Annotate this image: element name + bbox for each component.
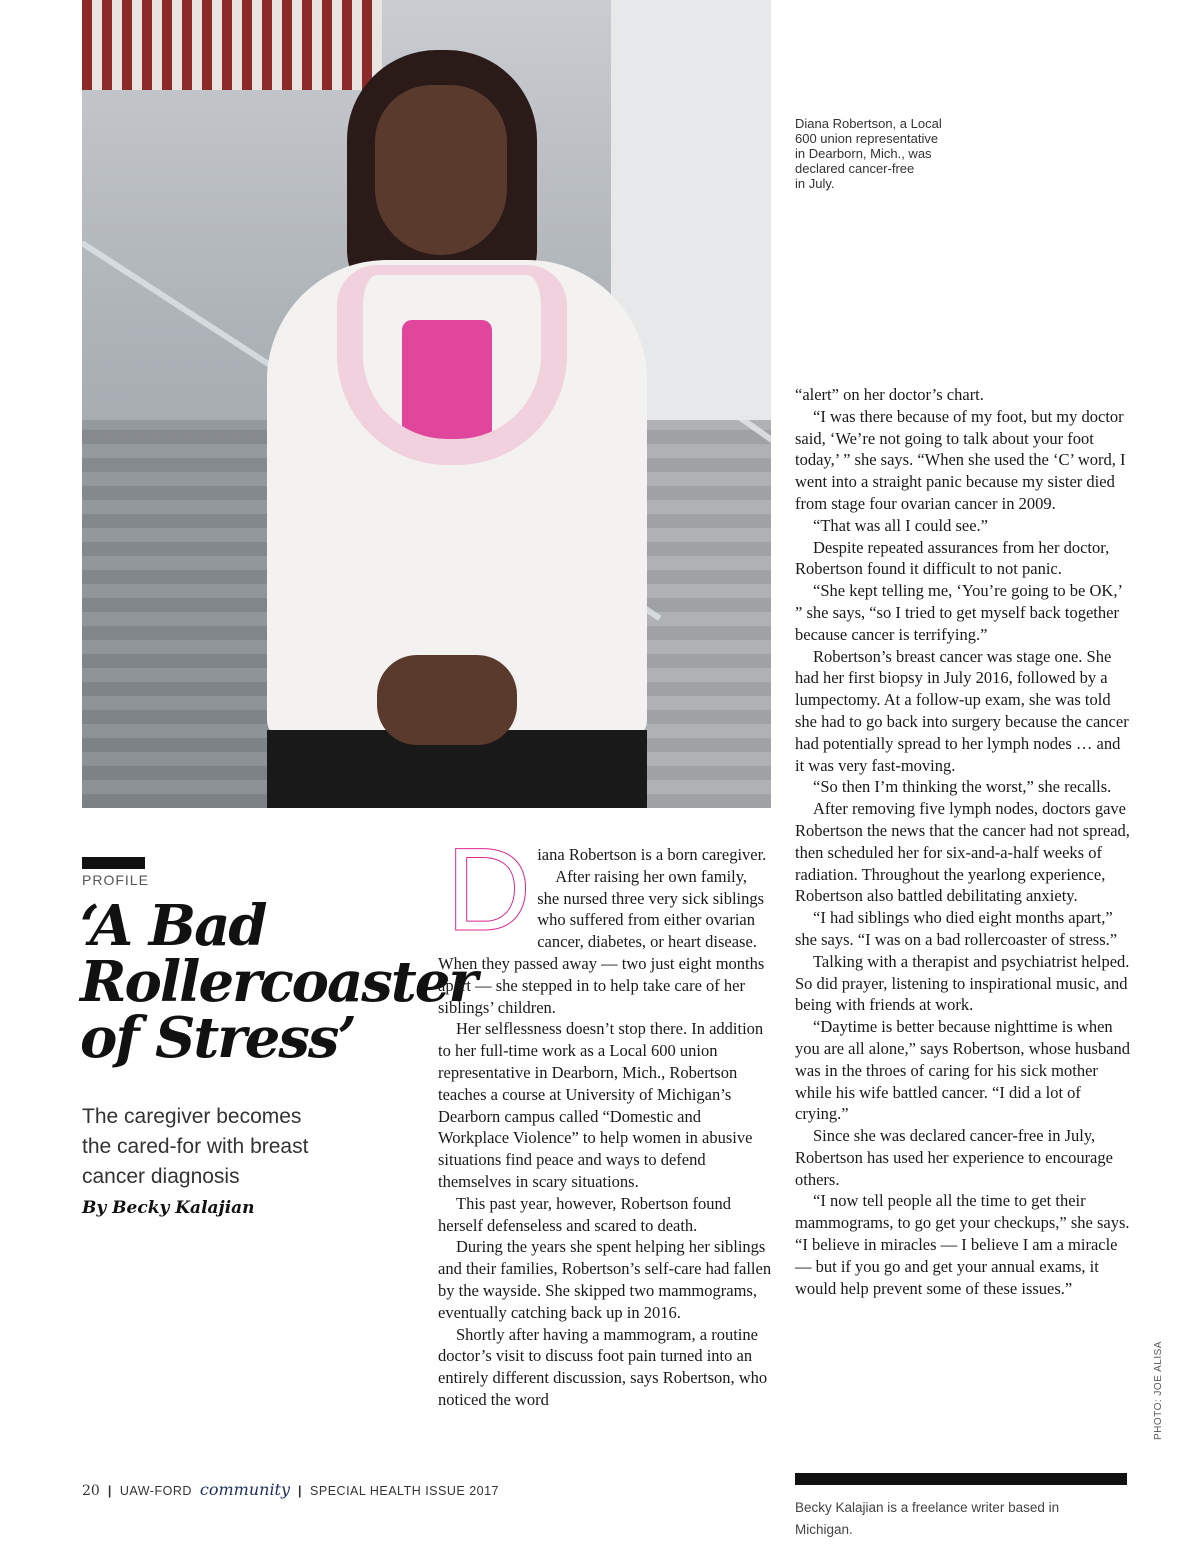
- paragraph: This past year, however, Robertson found herself defenseless and scared to death.: [438, 1193, 731, 1235]
- paragraph: “I now tell people all the time to get their mammograms, to go get your checkups,” she says. “I believe in miracles — I believe I am a miracle — but if you go and get your annual exams, it would help prevent some of these issues.”: [795, 1191, 1130, 1298]
- footer-separator: |: [107, 1484, 112, 1498]
- end-bar: [795, 1473, 1127, 1485]
- headline: [80, 893, 476, 1071]
- caption-line: in July.: [795, 176, 835, 191]
- footer-brand: UAW-FORD: [119, 1484, 192, 1498]
- caption-line: declared cancer-free: [795, 161, 915, 176]
- paragraph: Her selflessness doesn’t stop there. In addition to her full-time work as a Local 600 union representative in Dearborn, Mich., Robertson teaches a course at University of Michigan’s Dearborn campus called “Domestic and Workplace Violence” to help women in abusive situations find peace and ways to defend themselves in scary situations.: [438, 1019, 764, 1191]
- footer-separator: |: [298, 1484, 303, 1498]
- byline: By Becky Kalajian: [82, 1198, 255, 1218]
- subject-hands: [377, 655, 517, 745]
- paragraph: Robertson’s breast cancer was stage one. She had her first biopsy in July 2016, followed by a lumpectomy. At a follow-up exam, she was told she had to go back into surgery because the cancer had potentially spread to her lymph nodes … and it was very fast-moving.: [795, 646, 1129, 775]
- dek-line: The caregiver becomes: [82, 1105, 302, 1128]
- paragraph: “So then I’m thinking the worst,” she recalls.: [813, 777, 1112, 797]
- paragraph: Talking with a therapist and psychiatrist helped. So did prayer, listening to inspirational music, and being with friends at work.: [795, 951, 1130, 1015]
- drop-cap: D: [446, 824, 532, 956]
- body-column-1: [438, 824, 773, 1411]
- paragraph: “That was all I could see.”: [813, 515, 989, 535]
- paragraph: After removing five lymph nodes, doctors gave Robertson the news that the cancer had not spread, then scheduled her for six-and-a-half weeks of radiation. Throughout the yearlong experience, Robertson also battled debilitating anxiety.: [795, 799, 1130, 906]
- portrait-photo: [82, 0, 771, 808]
- dek-line: the cared-for with breast: [82, 1135, 309, 1158]
- paragraph: “I had siblings who died eight months apart,” she says. “I was on a bad rollercoaster of stress.”: [795, 908, 1118, 949]
- subject-face: [375, 85, 507, 255]
- page-number: 20: [82, 1483, 100, 1499]
- headline-line: of Stress’: [80, 1005, 355, 1071]
- paragraph: iana Robertson is a born caregiver.: [537, 845, 767, 864]
- headline-line: ‘A Bad: [80, 893, 266, 959]
- paragraph: Shortly after having a mammogram, a routine doctor’s visit to discuss foot pain turned into an entirely different discussion, says Robertson, who noticed the word: [438, 1324, 768, 1409]
- caption-line: Diana Robertson, a Local: [795, 116, 942, 131]
- paragraph: After raising her own family, she nursed three very sick siblings who suffered from either ovarian cancer, diabetes, or heart disease. When they passed away — two just eight months apart — she stepped in to help take care of her siblings’ children.: [438, 866, 765, 1017]
- dek: [82, 1102, 382, 1192]
- headline-line: Rollercoaster: [80, 949, 476, 1015]
- paragraph: “Daytime is better because nighttime is when you are all alone,” says Robertson, whose husband was in the throes of caring for his sick mother while his wife battled cancer. “I did a lot of crying.”: [795, 1017, 1130, 1124]
- paragraph: During the years she spent helping her siblings and their families, Robertson’s self-care had fallen by the wayside. She skipped two mammograms, eventually catching back up in 2016.: [438, 1237, 772, 1322]
- kicker-bar: [82, 857, 145, 869]
- photo-credit: PHOTO: JOE ALISA: [1153, 1341, 1164, 1440]
- paragraph: Since she was declared cancer-free in July, Robertson has used her experience to encourage others.: [795, 1126, 1113, 1189]
- magazine-name: community: [199, 1480, 291, 1499]
- caption-line: in Dearborn, Mich., was: [795, 146, 932, 161]
- author-bio: Becky Kalajian is a freelance writer based in Michigan.: [795, 1500, 1060, 1537]
- paragraph: “alert” on her doctor’s chart.: [795, 385, 984, 404]
- dek-line: cancer diagnosis: [82, 1165, 240, 1188]
- paragraph: “I was there because of my foot, but my doctor said, ‘We’re not going to talk about your foot today,’ ” she says. “When she used the ‘C’ word, I went into a straight panic because my sister died from stage four ovarian cancer in 2009.: [795, 406, 1126, 513]
- paragraph: “She kept telling me, ‘You’re going to be OK,’ ” she says, “so I tried to get myself back together because cancer is terrifying.”: [795, 581, 1122, 644]
- photo-caption: [795, 116, 965, 191]
- caption-line: 600 union representative: [795, 131, 939, 146]
- issue-name: SPECIAL HEALTH ISSUE 2017: [310, 1484, 499, 1498]
- photo-subject: [267, 30, 647, 808]
- page-footer: [82, 1480, 499, 1499]
- body-column-2: [795, 384, 1130, 1299]
- section-kicker: PROFILE: [82, 872, 149, 888]
- paragraph: Despite repeated assurances from her doctor, Robertson found it difficult to not panic.: [795, 537, 1110, 579]
